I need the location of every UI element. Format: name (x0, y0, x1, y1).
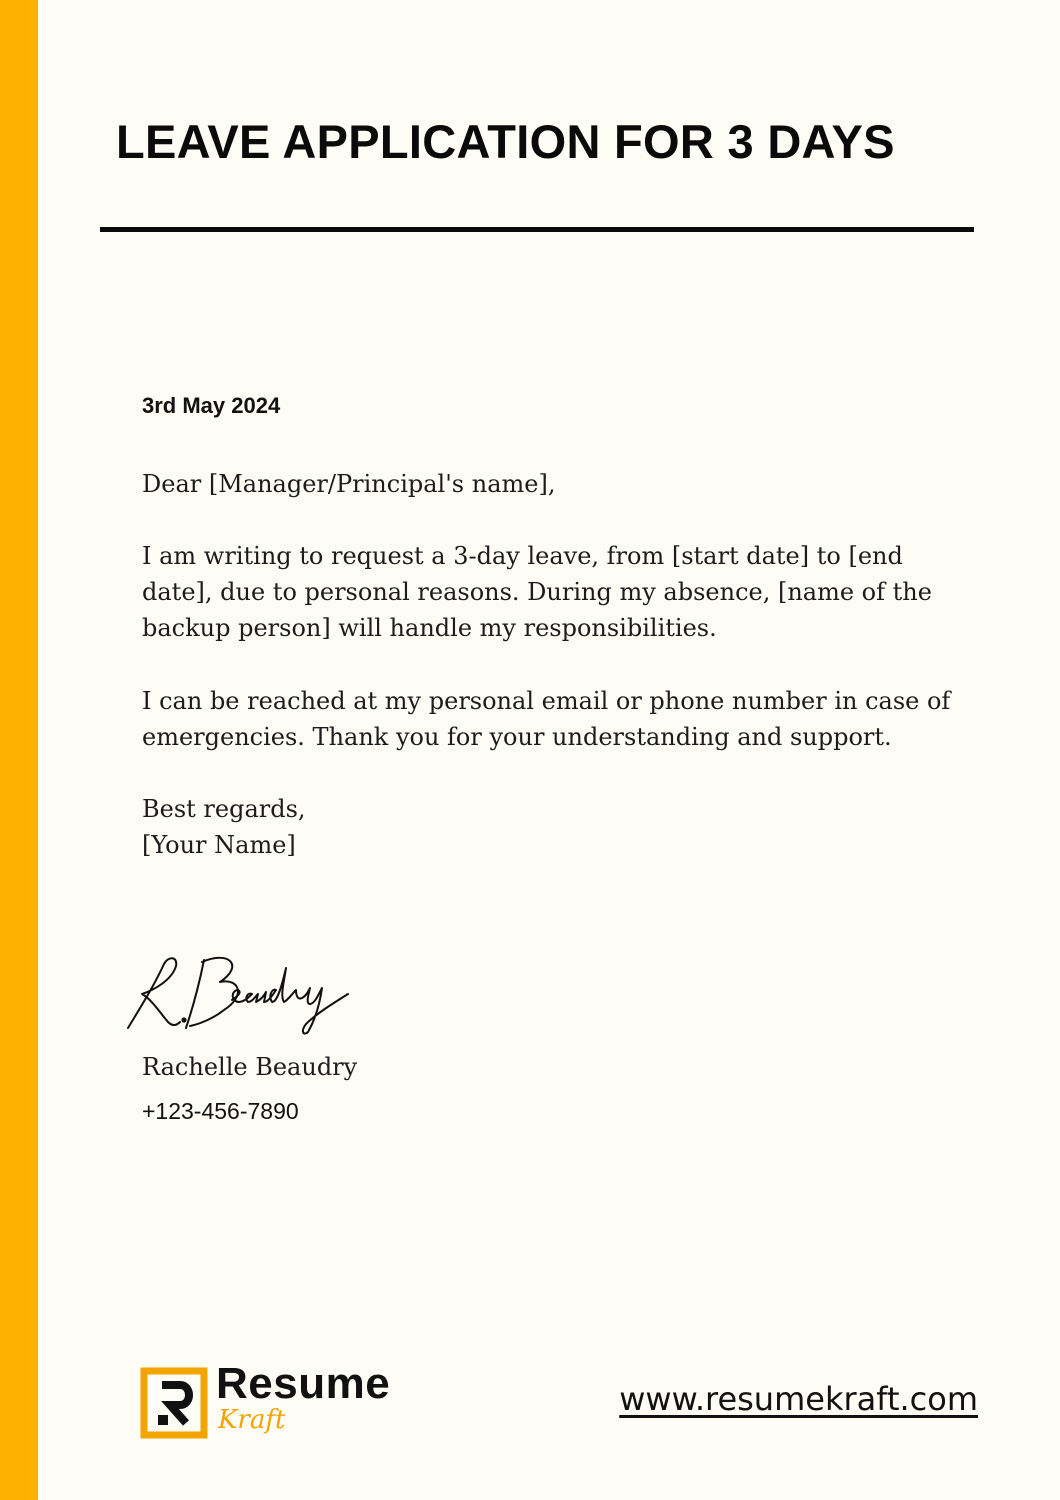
signer-phone: +123-456-7890 (142, 1098, 299, 1124)
closing-phrase: Best regards, (142, 795, 306, 823)
resumekraft-logo (140, 1359, 410, 1443)
page-title: LEAVE APPLICATION FOR 3 DAYS (116, 115, 895, 168)
body-paragraph-2: I can be reached at my personal email or phone number in case of emergencies. Thank you for your understanding and support. (142, 687, 951, 751)
body-paragraph-1: I am writing to request a 3-day leave, from [start date] to [end date], due to personal reasons. During my absence, [name of the backup person] will handle my responsibilities. (142, 542, 932, 642)
handwritten-signature (120, 948, 370, 1038)
closing-name-placeholder: [Your Name] (142, 831, 296, 859)
closing-block (142, 791, 962, 863)
logo-wordmark-main: Resume (216, 1359, 391, 1408)
signer-name: Rachelle Beaudry (142, 1053, 358, 1081)
salutation: Dear [Manager/Principal's name], (142, 470, 556, 498)
accent-sidebar-stripe (0, 0, 38, 1500)
website-link[interactable]: www.resumekraft.com (619, 1380, 978, 1418)
letter-date: 3rd May 2024 (142, 393, 281, 418)
logo-r-icon (140, 1367, 208, 1439)
logo-wordmark-sub: Kraft (218, 1405, 286, 1435)
title-divider (100, 227, 974, 232)
